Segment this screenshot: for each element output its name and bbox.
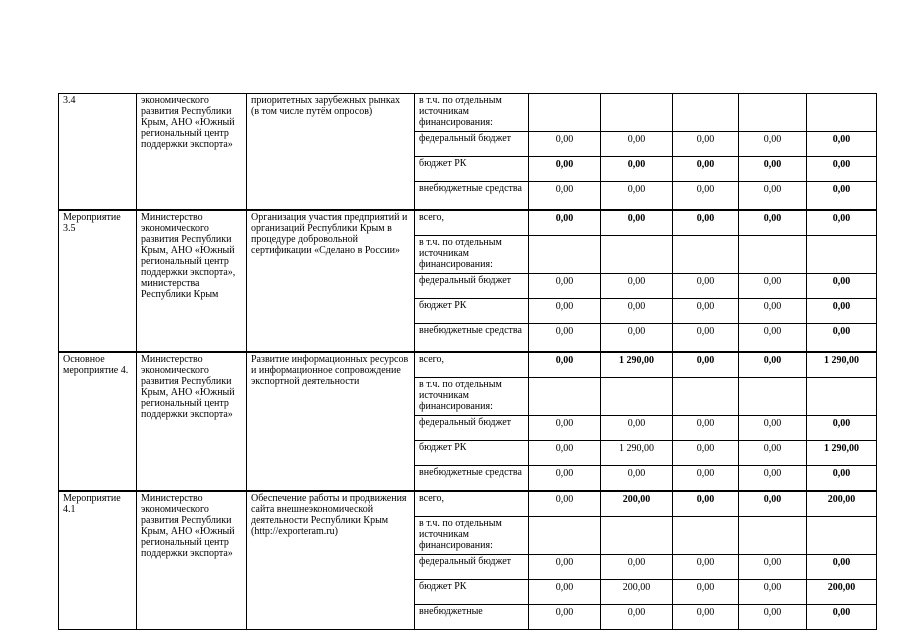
funding-source-cell: федеральный бюджет <box>415 274 529 299</box>
measure-name-cell: приоритетных зарубежных рынках (в том числе путём опросов) <box>247 94 415 211</box>
amount-cell: 0,00 <box>807 299 877 324</box>
amount-cell: 0,00 <box>673 182 739 211</box>
amount-cell: 0,00 <box>601 466 673 492</box>
amount-cell: 0,00 <box>807 132 877 157</box>
amount-cell <box>601 517 673 555</box>
amount-cell: 0,00 <box>739 555 807 580</box>
amount-cell <box>529 517 601 555</box>
funding-source-cell: бюджет РК <box>415 441 529 466</box>
amount-cell: 1 290,00 <box>807 352 877 378</box>
amount-cell: 0,00 <box>529 416 601 441</box>
amount-cell: 0,00 <box>739 605 807 630</box>
amount-cell: 0,00 <box>529 210 601 236</box>
amount-cell: 0,00 <box>739 491 807 517</box>
amount-cell: 0,00 <box>601 416 673 441</box>
amount-cell: 0,00 <box>673 441 739 466</box>
amount-cell: 0,00 <box>673 580 739 605</box>
amount-cell: 0,00 <box>739 580 807 605</box>
amount-cell: 200,00 <box>807 491 877 517</box>
funding-source-cell: бюджет РК <box>415 157 529 182</box>
amount-cell <box>673 94 739 132</box>
amount-cell <box>807 517 877 555</box>
amount-cell: 0,00 <box>529 466 601 492</box>
amount-cell: 0,00 <box>529 132 601 157</box>
amount-cell: 0,00 <box>529 555 601 580</box>
measure-name-cell: Обеспечение работы и продвижения сайта внешнеэкономической деятельности Республики Крым (http://exporteram.ru) <box>247 491 415 630</box>
funding-source-cell: внебюджетные средства <box>415 466 529 492</box>
amount-cell: 0,00 <box>739 324 807 353</box>
amount-cell: 0,00 <box>673 466 739 492</box>
amount-cell <box>601 236 673 274</box>
amount-cell: 0,00 <box>739 274 807 299</box>
amount-cell: 0,00 <box>807 416 877 441</box>
amount-cell <box>673 236 739 274</box>
amount-cell: 200,00 <box>601 580 673 605</box>
amount-cell: 0,00 <box>807 182 877 211</box>
amount-cell <box>807 236 877 274</box>
amount-cell: 0,00 <box>673 491 739 517</box>
amount-cell: 0,00 <box>529 352 601 378</box>
table-row <box>59 491 877 517</box>
executor-cell: Министерство экономического развития Республики Крым, АНО «Южный региональный центр поддержки экспорта» <box>137 491 247 630</box>
amount-cell <box>673 378 739 416</box>
amount-cell: 0,00 <box>601 157 673 182</box>
amount-cell: 0,00 <box>529 441 601 466</box>
funding-source-cell: в т.ч. по отдельным источникам финансирования: <box>415 378 529 416</box>
amount-cell <box>529 94 601 132</box>
amount-cell: 0,00 <box>807 555 877 580</box>
amount-cell: 0,00 <box>529 299 601 324</box>
amount-cell: 0,00 <box>673 324 739 353</box>
amount-cell: 0,00 <box>739 466 807 492</box>
amount-cell: 0,00 <box>739 441 807 466</box>
amount-cell: 0,00 <box>529 157 601 182</box>
amount-cell: 0,00 <box>807 324 877 353</box>
funding-source-cell: федеральный бюджет <box>415 132 529 157</box>
amount-cell: 0,00 <box>673 555 739 580</box>
amount-cell: 1 290,00 <box>807 441 877 466</box>
amount-cell: 0,00 <box>529 182 601 211</box>
amount-cell: 0,00 <box>601 210 673 236</box>
amount-cell: 0,00 <box>529 274 601 299</box>
funding-source-cell: внебюджетные <box>415 605 529 630</box>
funding-source-cell: в т.ч. по отдельным источникам финансирования: <box>415 236 529 274</box>
amount-cell <box>807 94 877 132</box>
funding-source-cell: федеральный бюджет <box>415 416 529 441</box>
amount-cell <box>601 94 673 132</box>
table-row <box>59 94 877 132</box>
amount-cell <box>739 517 807 555</box>
measure-number-cell: 3.4 <box>59 94 137 211</box>
amount-cell: 0,00 <box>529 605 601 630</box>
funding-source-cell: бюджет РК <box>415 299 529 324</box>
amount-cell: 0,00 <box>673 352 739 378</box>
amount-cell <box>601 378 673 416</box>
amount-cell: 0,00 <box>601 299 673 324</box>
executor-cell: экономического развития Республики Крым, АНО «Южный региональный центр поддержки экспорта» <box>137 94 247 211</box>
funding-table <box>58 93 877 630</box>
amount-cell <box>739 94 807 132</box>
measure-name-cell: Организация участия предприятий и организаций Республики Крым в процедуре добровольной сертификации «Сделано в России» <box>247 210 415 352</box>
amount-cell: 0,00 <box>673 605 739 630</box>
funding-source-cell: всего, <box>415 491 529 517</box>
amount-cell <box>739 378 807 416</box>
amount-cell: 0,00 <box>673 132 739 157</box>
amount-cell: 0,00 <box>807 605 877 630</box>
amount-cell: 0,00 <box>673 416 739 441</box>
amount-cell: 0,00 <box>739 132 807 157</box>
amount-cell: 0,00 <box>601 274 673 299</box>
funding-source-cell: внебюджетные средства <box>415 182 529 211</box>
amount-cell: 0,00 <box>529 580 601 605</box>
table-row <box>59 210 877 236</box>
amount-cell <box>529 378 601 416</box>
amount-cell: 0,00 <box>601 132 673 157</box>
amount-cell: 0,00 <box>739 299 807 324</box>
funding-source-cell: внебюджетные средства <box>415 324 529 353</box>
amount-cell: 0,00 <box>673 210 739 236</box>
amount-cell: 1 290,00 <box>601 352 673 378</box>
amount-cell: 0,00 <box>601 182 673 211</box>
funding-source-cell: в т.ч. по отдельным источникам финансирования: <box>415 517 529 555</box>
amount-cell <box>529 236 601 274</box>
amount-cell: 1 290,00 <box>601 441 673 466</box>
amount-cell: 0,00 <box>529 491 601 517</box>
measure-name-cell: Развитие информационных ресурсов и информационное сопровождение экспортной деятельности <box>247 352 415 491</box>
measure-number-cell: Основное мероприятие 4. <box>59 352 137 491</box>
amount-cell: 0,00 <box>529 324 601 353</box>
amount-cell: 0,00 <box>601 555 673 580</box>
amount-cell: 0,00 <box>673 157 739 182</box>
amount-cell: 0,00 <box>739 157 807 182</box>
amount-cell: 0,00 <box>601 605 673 630</box>
funding-source-cell: всего, <box>415 352 529 378</box>
amount-cell <box>673 517 739 555</box>
amount-cell <box>739 236 807 274</box>
funding-source-cell: бюджет РК <box>415 580 529 605</box>
amount-cell: 200,00 <box>807 580 877 605</box>
amount-cell: 0,00 <box>807 274 877 299</box>
amount-cell: 0,00 <box>739 352 807 378</box>
amount-cell: 0,00 <box>807 157 877 182</box>
amount-cell: 0,00 <box>807 466 877 492</box>
amount-cell: 0,00 <box>673 274 739 299</box>
amount-cell <box>807 378 877 416</box>
amount-cell: 200,00 <box>601 491 673 517</box>
table-row <box>59 352 877 378</box>
amount-cell: 0,00 <box>739 416 807 441</box>
amount-cell: 0,00 <box>739 210 807 236</box>
amount-cell: 0,00 <box>673 299 739 324</box>
amount-cell: 0,00 <box>739 182 807 211</box>
executor-cell: Министерство экономического развития Республики Крым, АНО «Южный региональный центр поддержки экспорта», министерства Республики Крым <box>137 210 247 352</box>
amount-cell: 0,00 <box>807 210 877 236</box>
measure-number-cell: Мероприятие 4.1 <box>59 491 137 630</box>
measure-number-cell: Мероприятие 3.5 <box>59 210 137 352</box>
funding-source-cell: в т.ч. по отдельным источникам финансирования: <box>415 94 529 132</box>
funding-source-cell: федеральный бюджет <box>415 555 529 580</box>
funding-source-cell: всего, <box>415 210 529 236</box>
amount-cell: 0,00 <box>601 324 673 353</box>
executor-cell: Министерство экономического развития Республики Крым, АНО «Южный региональный центр поддержки экспорта» <box>137 352 247 491</box>
